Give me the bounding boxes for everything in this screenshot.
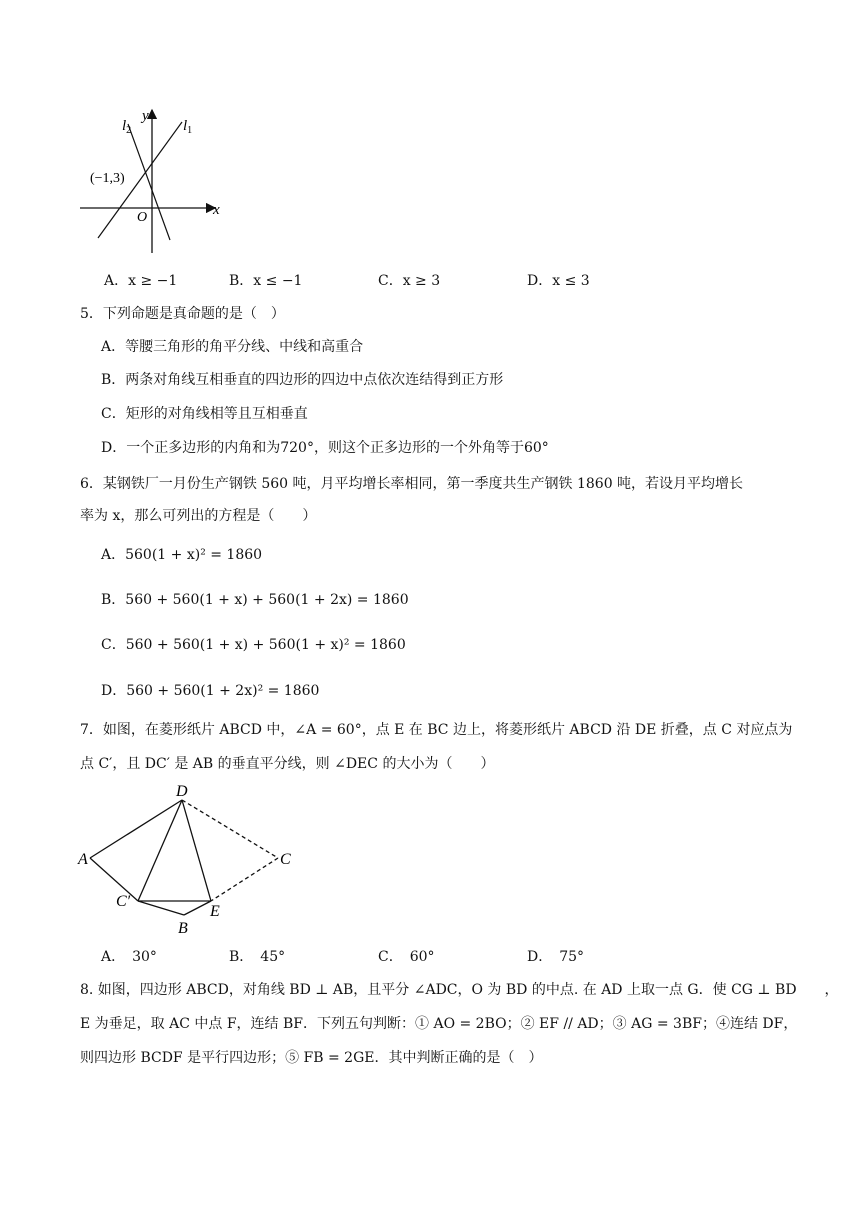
q5-choice-c[interactable]: C．矩形的对角线相等且互相垂直 bbox=[101, 406, 308, 422]
label-C-prime: C′ bbox=[116, 893, 131, 910]
edge-AD bbox=[90, 800, 182, 858]
coordinate-graph bbox=[70, 100, 240, 260]
q7-choice-d[interactable]: D． 75° bbox=[527, 949, 585, 965]
q6-stem-line2: 率为 x，那么可列出的方程是（ ） bbox=[80, 508, 317, 524]
rhombus-figure bbox=[70, 780, 310, 940]
label-B: B bbox=[178, 920, 188, 937]
q4-choice-d[interactable]: D．x ≤ 3 bbox=[527, 273, 590, 289]
q6-choice-b[interactable]: B．560 + 560(1 + x) + 560(1 + 2x) = 1860 bbox=[101, 592, 409, 608]
q7-stem-line1: 7．如图，在菱形纸片 ABCD 中，∠A = 60°，点 E 在 BC 边上，将菱形纸片 ABCD 沿 DE 折叠，点 C 对应点为 bbox=[80, 722, 793, 738]
y-axis-label: y bbox=[142, 108, 149, 124]
edge-BE bbox=[184, 901, 211, 915]
label-A: A bbox=[78, 851, 88, 868]
q8-line3: 则四边形 BCDF 是平行四边形；⑤ FB = 2GE．其中判断正确的是（ ） bbox=[80, 1050, 543, 1066]
q7-choice-b[interactable]: B． 45° bbox=[229, 949, 286, 965]
origin-label: O bbox=[137, 210, 148, 225]
edge-AC-prime bbox=[90, 858, 138, 901]
q4-choice-b[interactable]: B．x ≤ −1 bbox=[229, 273, 303, 289]
x-axis-label: x bbox=[213, 202, 220, 218]
edge-DC-prime bbox=[138, 800, 182, 901]
q7-choice-a[interactable]: A． 30° bbox=[101, 949, 157, 965]
line-l2 bbox=[128, 124, 170, 240]
q7-choice-c[interactable]: C． 60° bbox=[378, 949, 435, 965]
q6-choice-d[interactable]: D．560 + 560(1 + 2x)² = 1860 bbox=[101, 683, 320, 699]
q6-stem-line1: 6．某钢铁厂一月份生产钢铁 560 吨，月平均增长率相同，第一季度共生产钢铁 1860 吨，若设月平均增长 bbox=[80, 476, 744, 492]
l1-label: $l_1$ bbox=[183, 118, 193, 136]
edge-CE-dashed bbox=[211, 858, 278, 901]
q6-choice-c[interactable]: C．560 + 560(1 + x) + 560(1 + x)² = 1860 bbox=[101, 637, 406, 653]
edge-C-prime-B bbox=[138, 901, 184, 915]
label-E: E bbox=[210, 903, 220, 920]
q4-choice-c[interactable]: C．x ≥ 3 bbox=[378, 273, 441, 289]
q8-line1: 8. 如图，四边形 ABCD，对角线 BD ⊥ AB，且平分 ∠ADC，O 为 BD 的中点. 在 AD 上取一点 G．使 CG ⊥ BD ， bbox=[80, 982, 839, 998]
q7-stem-line2: 点 C′，且 DC′ 是 AB 的垂直平分线，则 ∠DEC 的大小为（ ） bbox=[80, 756, 495, 772]
q4-choice-a[interactable]: A．x ≥ −1 bbox=[104, 273, 178, 289]
intersection-label: (−1,3) bbox=[90, 171, 125, 186]
q6-choice-a[interactable]: A．560(1 + x)² = 1860 bbox=[101, 547, 263, 563]
q5-choice-d[interactable]: D．一个正多边形的内角和为720°，则这个正多边形的一个外角等于60° bbox=[101, 440, 549, 456]
q5-stem: 5．下列命题是真命题的是（ ） bbox=[80, 306, 285, 322]
q5-choice-a[interactable]: A．等腰三角形的角平分线、中线和高重合 bbox=[101, 339, 364, 355]
label-C: C bbox=[280, 851, 291, 868]
q5-choice-b[interactable]: B．两条对角线互相垂直的四边形的四边中点依次连结得到正方形 bbox=[101, 372, 504, 388]
l2-label: $l_2$ bbox=[122, 118, 132, 136]
q8-line2: E 为垂足，取 AC 中点 F，连结 BF．下列五句判断：① AO = 2BO；② EF // AD；③ AG = 3BF；④连结 DF， bbox=[80, 1016, 798, 1032]
label-D: D bbox=[176, 783, 188, 800]
